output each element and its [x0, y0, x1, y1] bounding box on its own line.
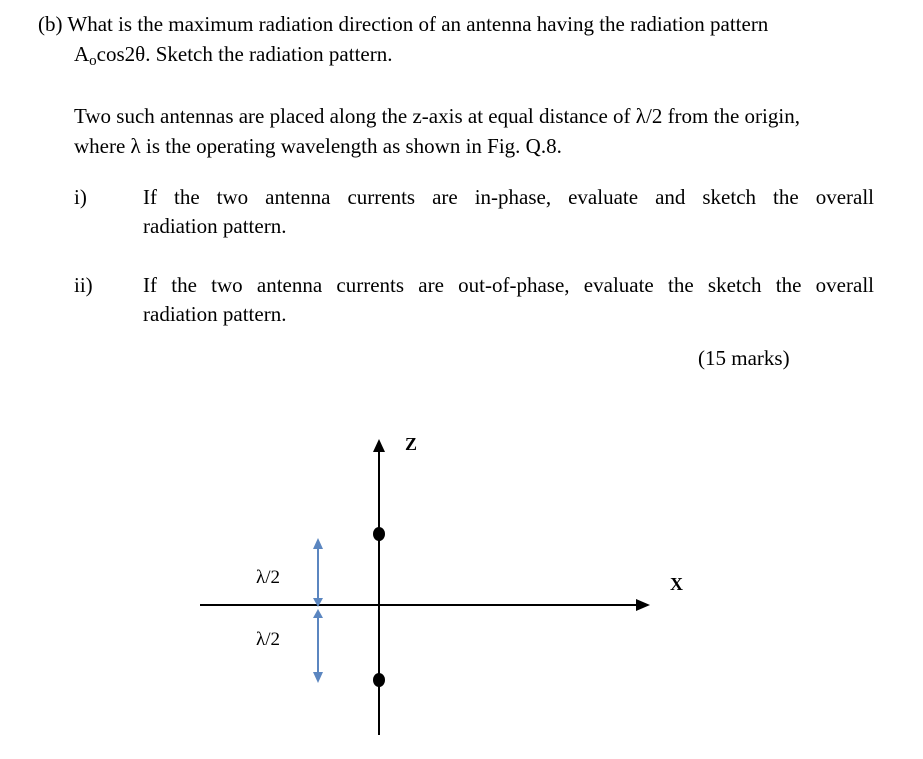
- item-marker-2: ii): [74, 273, 93, 297]
- lower-dimension-arrowhead-bottom: [313, 672, 323, 683]
- item-marker-1: i): [74, 185, 87, 209]
- amplitude-subscript: o: [89, 53, 97, 69]
- upper-dimension-arrowhead-top: [313, 538, 323, 549]
- z-axis-arrowhead: [373, 439, 385, 452]
- x-axis-label: X: [670, 574, 683, 594]
- upper-antenna: [373, 527, 385, 541]
- paragraph-line-2: where λ is the operating wavelength as shown in Fig. Q.8.: [74, 134, 562, 158]
- amplitude-symbol: A: [74, 42, 90, 66]
- item-text-1-line-1: If the two antenna currents are in-phase, evaluate and sketch the overall: [143, 185, 874, 209]
- item-text-2-line-2: radiation pattern.: [143, 302, 287, 326]
- question-text-2: cos2θ. Sketch the radiation pattern.: [96, 42, 393, 66]
- part-label: (b): [38, 12, 63, 36]
- lower-spacing-label: λ/2: [256, 629, 280, 650]
- marks-label: (15 marks): [698, 346, 790, 370]
- x-axis-arrowhead: [636, 599, 650, 611]
- paragraph-line-1: Two such antennas are placed along the z-axis at equal distance of λ/2 from the origin,: [74, 104, 800, 128]
- question-text-1: What is the maximum radiation direction of an antenna having the radiation pattern: [67, 12, 769, 36]
- item-text-2-line-1: If the two antenna currents are out-of-phase, evaluate the sketch the overall: [143, 273, 874, 297]
- upper-spacing-label: λ/2: [256, 567, 280, 588]
- z-axis-label: Z: [405, 434, 418, 454]
- lower-antenna: [373, 673, 385, 687]
- item-text-1-line-2: radiation pattern.: [143, 214, 287, 238]
- lower-dimension-arrowhead-top: [313, 609, 323, 618]
